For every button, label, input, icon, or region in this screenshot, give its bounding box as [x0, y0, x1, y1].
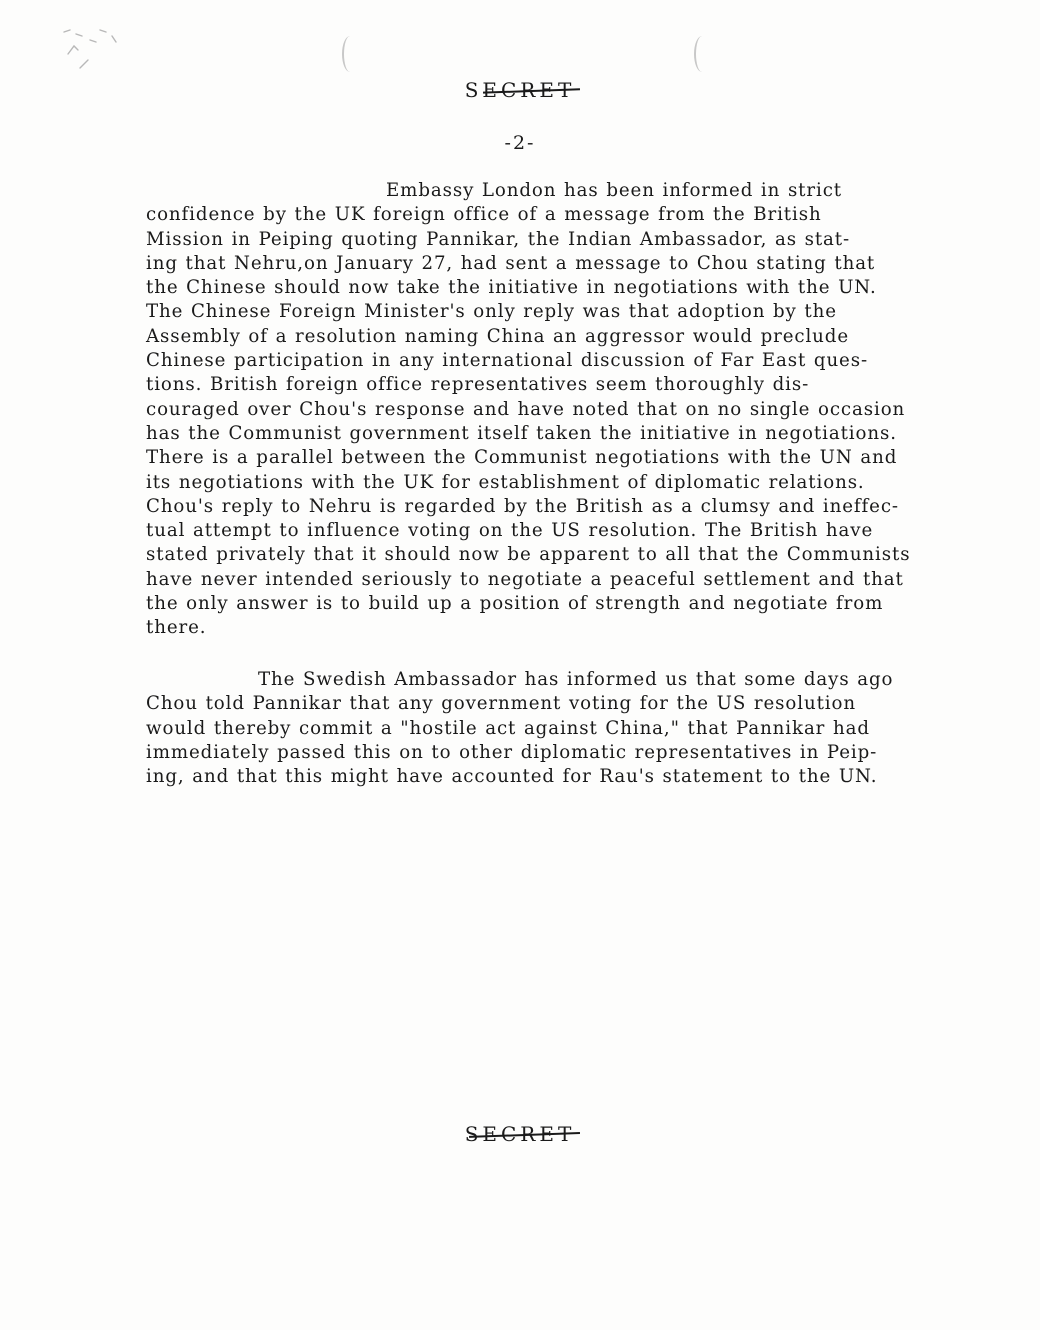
paragraph-line: stated privately that it should now be apparent to all that the Communists — [146, 544, 911, 566]
paragraph-line: there. — [146, 617, 207, 639]
classification-marking-top — [0, 78, 1040, 102]
paragraph-line: has the Communist government itself taken the initiative in negotiations. — [146, 422, 897, 444]
paragraph-line: have never intended seriously to negotiate a peaceful settlement and that — [146, 568, 904, 590]
paragraph-line: the only answer is to build up a position of strength and negotiate from — [146, 593, 884, 615]
paragraph-line: its negotiations with the UK for establishment of diplomatic relations. — [146, 471, 865, 493]
paragraph-line: There is a parallel between the Communist negotiations with the UN and — [146, 447, 898, 469]
paragraph-line: ing that Nehru,on January 27, had sent a message to Chou stating that — [146, 252, 876, 274]
paragraph-line: Mission in Peiping quoting Pannikar, the Indian Ambassador, as stat- — [146, 228, 851, 250]
paragraph-line: immediately passed this on to other diplomatic representatives in Peip- — [146, 741, 878, 763]
hole-punch-mark — [694, 36, 710, 72]
paragraph-line: couraged over Chou's response and have noted that on no single occasion — [146, 398, 906, 420]
paragraph-line: tual attempt to influence voting on the US resolution. The British have — [146, 520, 874, 542]
paragraph-line: tions. British foreign office representatives seem thoroughly dis- — [146, 374, 810, 396]
paragraph-line: would thereby commit a "hostile act against China," that Pannikar had — [146, 717, 870, 739]
page-number: -2- — [504, 132, 536, 154]
paragraph-2 — [146, 668, 946, 789]
paragraph-line: ing, and that this might have accounted for Rau's statement to the UN. — [146, 766, 878, 788]
paragraph-1 — [146, 179, 946, 641]
paragraph-line: Chinese participation in any international discussion of Far East ques- — [146, 350, 869, 372]
paragraph-line: confidence by the UK foreign office of a message from the British — [146, 204, 822, 226]
hole-punch-mark — [342, 36, 358, 72]
paragraph-line: Assembly of a resolution naming China an aggressor would preclude — [146, 325, 850, 347]
classification-marking-bottom — [0, 1122, 1040, 1146]
classification-text: SECRET — [464, 78, 576, 102]
handwritten-mark-icon — [60, 24, 130, 84]
paragraph-line: The Swedish Ambassador has informed us that some days ago — [258, 669, 894, 690]
paragraph-line: Chou's reply to Nehru is regarded by the British as a clumsy and ineffec- — [146, 495, 899, 517]
classification-text: SECRET — [464, 1122, 576, 1146]
paragraph-line: the Chinese should now take the initiative in negotiations with the UN. — [146, 277, 877, 299]
paragraph-line: The Chinese Foreign Minister's only reply was that adoption by the — [146, 301, 837, 323]
paragraph-line: Embassy London has been informed in strict — [386, 180, 842, 201]
paragraph-line: Chou told Pannikar that any government voting for the US resolution — [146, 693, 856, 715]
